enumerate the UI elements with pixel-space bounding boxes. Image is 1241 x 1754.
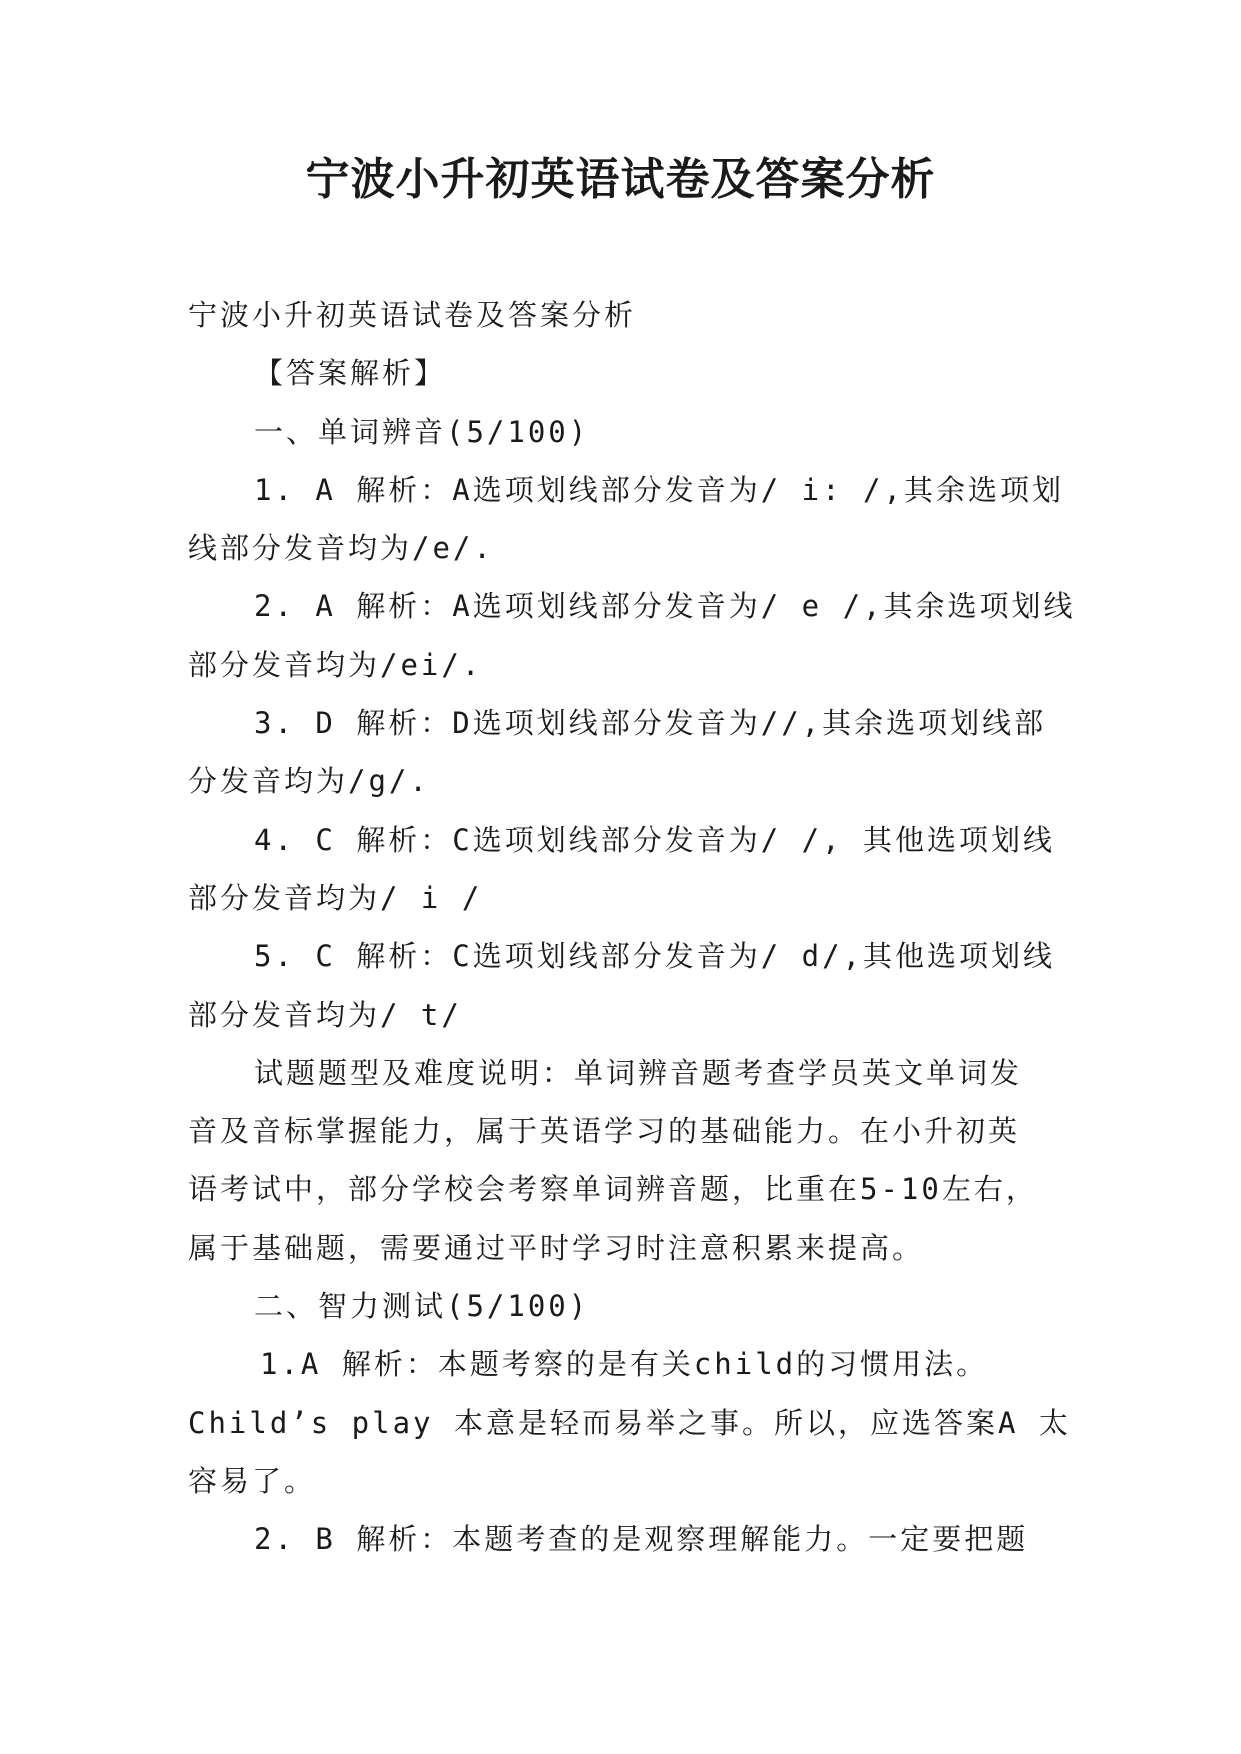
answer-4-line-2: 部分发音均为/ i / xyxy=(188,880,483,915)
section-label-answer-analysis: 【答案解析】 xyxy=(254,356,447,391)
answer-2-line-2: 部分发音均为/ei/. xyxy=(188,647,483,682)
difficulty-note-line-4: 属于基础题，需要通过平时学习时注意积累来提高。 xyxy=(188,1230,925,1265)
section-heading-2: 二、智力测试(5/100) xyxy=(254,1289,590,1324)
answer-1-line-2: 线部分发音均为/e/. xyxy=(188,531,494,566)
iq-answer-1-line-1: 1.A 解析：本题考察的是有关child的习惯用法。 xyxy=(260,1347,989,1382)
answer-3-line-1: 3. D 解析：D选项划线部分发音为//,其余选项划线部 xyxy=(254,706,1047,741)
answer-3-line-2: 分发音均为/g/. xyxy=(188,764,430,799)
difficulty-note-line-3: 语考试中，部分学校会考察单词辨音题，比重在5-10左右， xyxy=(188,1172,1038,1207)
answer-2-line-1: 2. A 解析：A选项划线部分发音为/ e /,其余选项划线 xyxy=(254,589,1076,624)
answer-5-line-1: 5. C 解析：C选项划线部分发音为/ d/,其他选项划线 xyxy=(254,939,1056,974)
section-heading-1: 一、单词辨音(5/100) xyxy=(254,414,590,449)
difficulty-note-line-1: 试题题型及难度说明：单词辨音题考查学员英文单词发 xyxy=(254,1055,1023,1090)
iq-answer-1-line-3: 容易了。 xyxy=(188,1463,317,1498)
answer-4-line-1: 4. C 解析：C选项划线部分发音为/ /, 其他选项划线 xyxy=(254,822,1056,857)
document-body xyxy=(188,286,1076,1569)
answer-1-line-1: 1. A 解析：A选项划线部分发音为/ i: /,其余选项划 xyxy=(254,472,1064,507)
intro-heading: 宁波小升初英语试卷及答案分析 xyxy=(188,298,637,332)
document-title: 宁波小升初英语试卷及答案分析 xyxy=(305,154,936,205)
iq-answer-1-line-2: Child’s play 本意是轻而易举之事。所以，应选答案A 太 xyxy=(188,1405,1071,1440)
iq-answer-2-line-1: 2. B 解析：本题考查的是观察理解能力。一定要把题 xyxy=(254,1522,1029,1557)
difficulty-note-line-2: 音及音标掌握能力，属于英语学习的基础能力。在小升初英 xyxy=(188,1114,1021,1149)
answer-5-line-2: 部分发音均为/ t/ xyxy=(188,997,462,1032)
